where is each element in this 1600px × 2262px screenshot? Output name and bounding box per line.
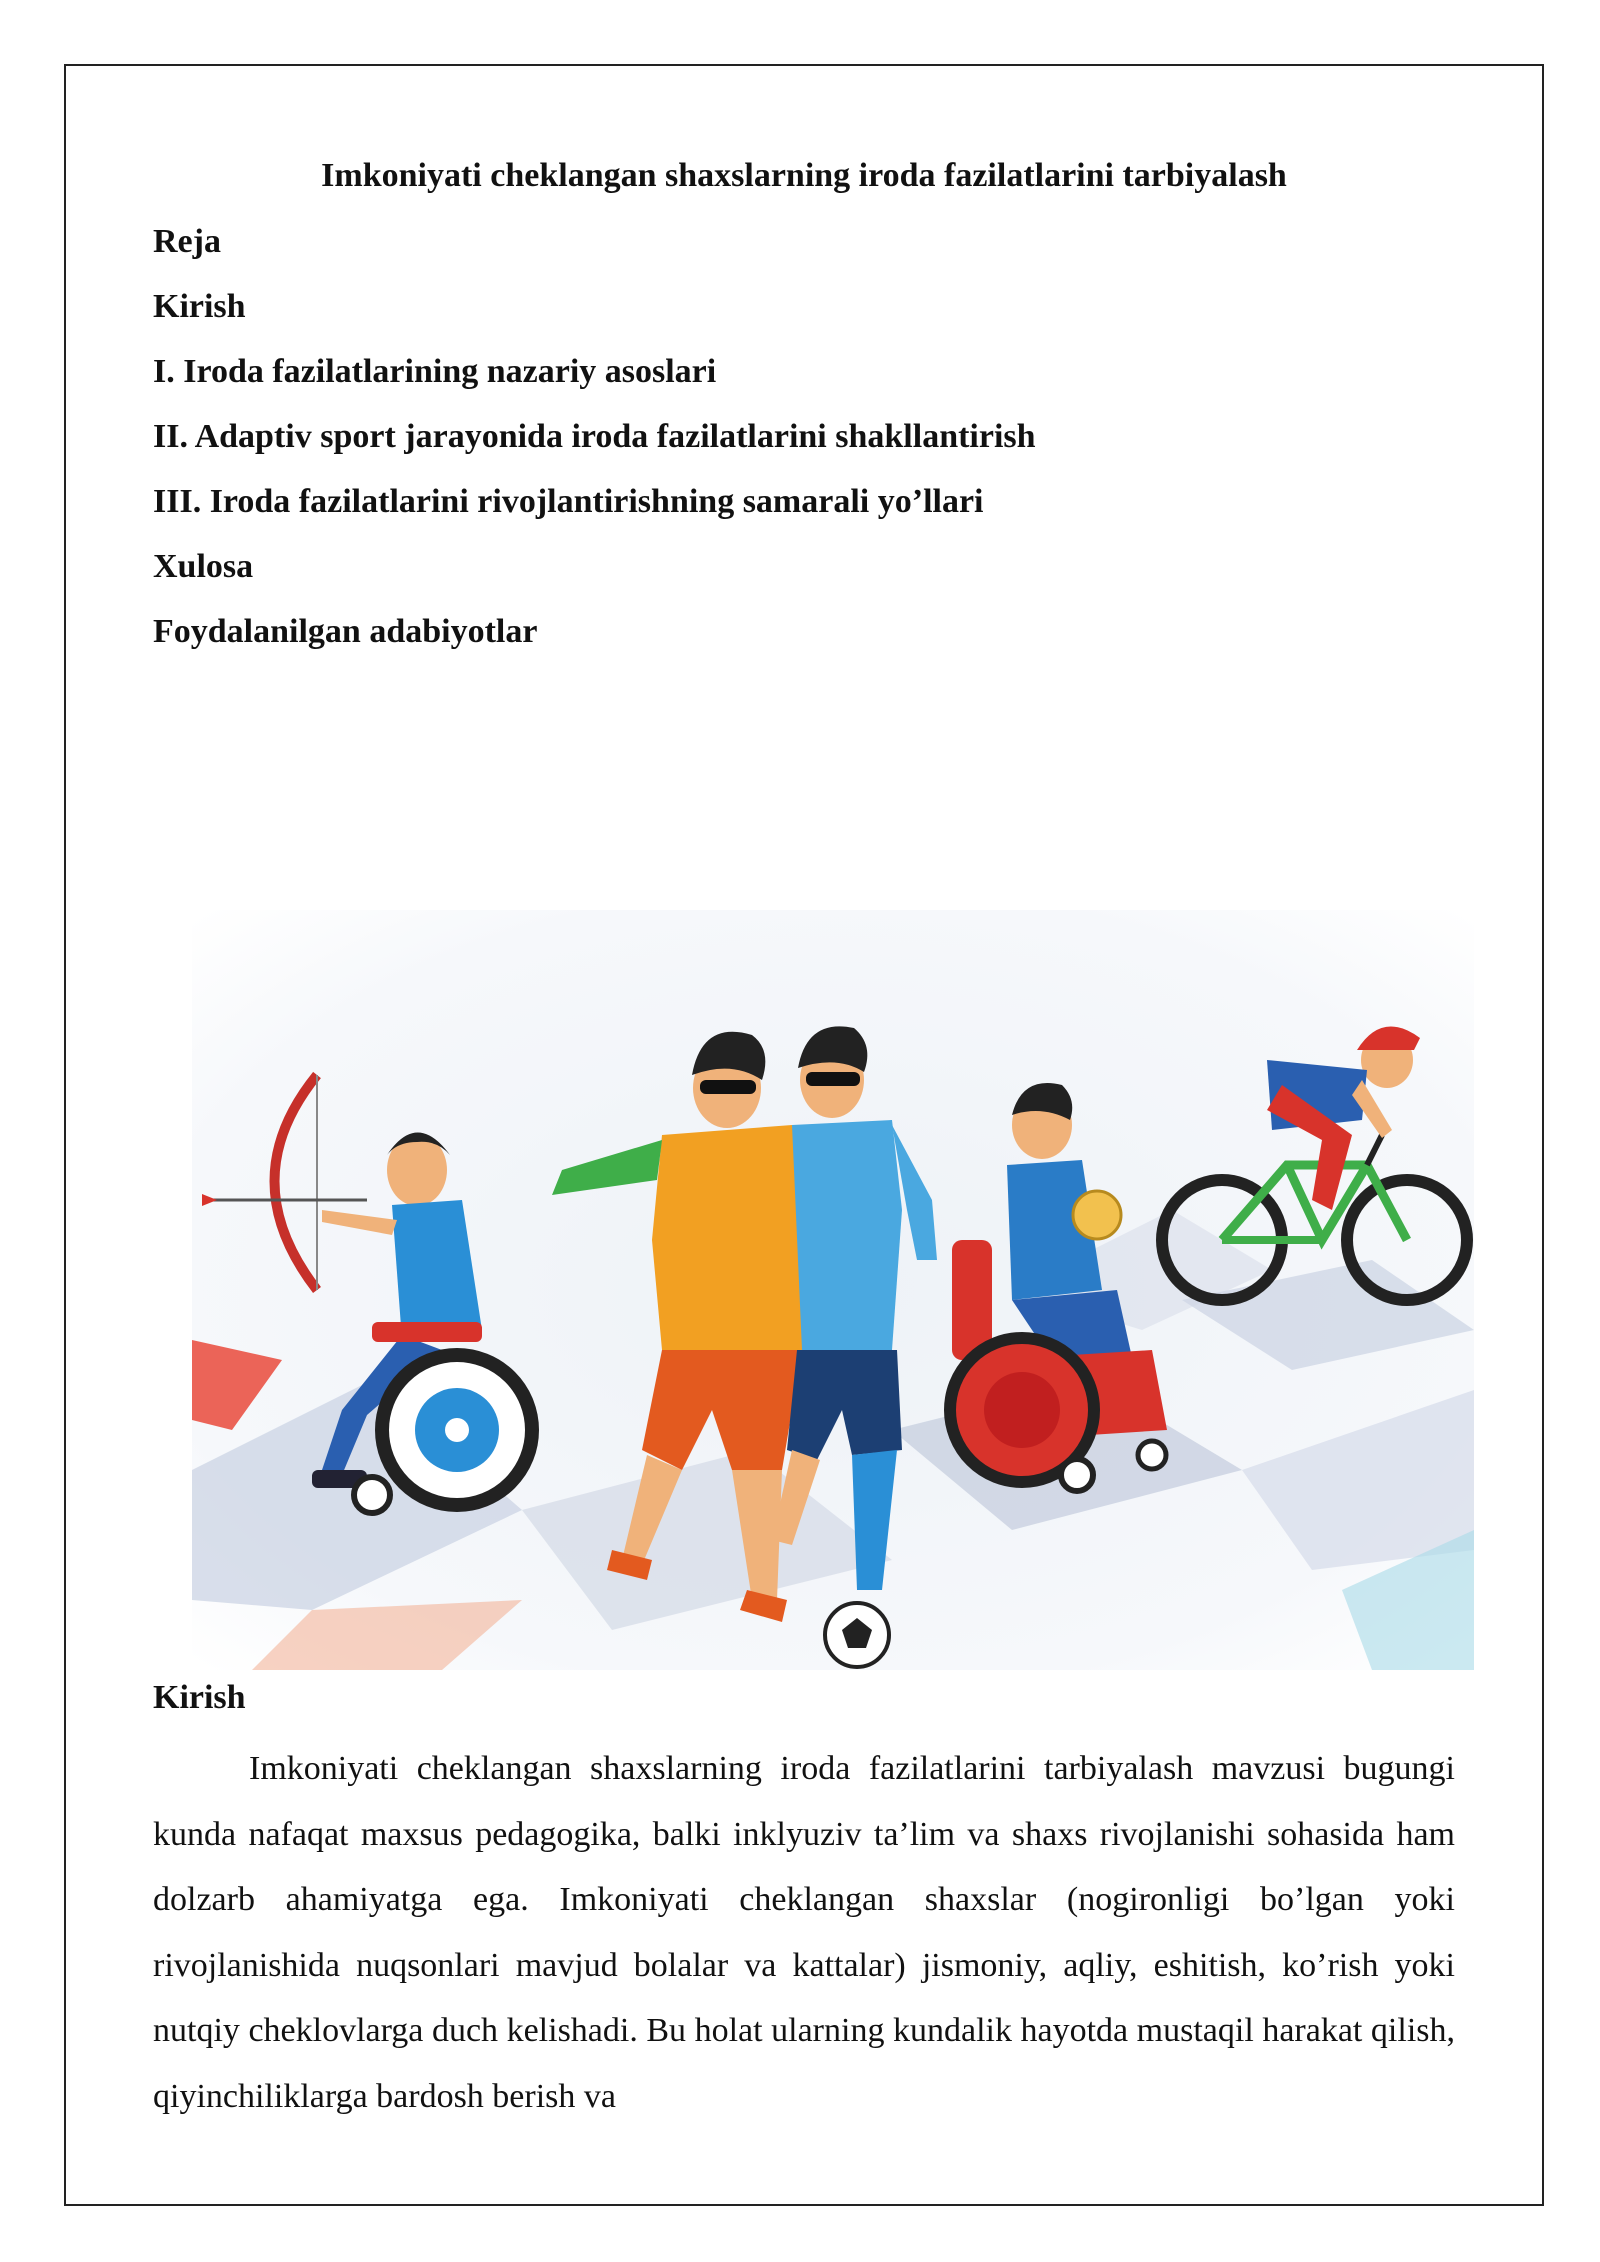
toc-item-plan: Reja: [153, 223, 221, 260]
document-title: Imkoniyati cheklangan shaxslarning iroda fazilatlarini tarbiyalash: [321, 157, 1287, 194]
toc-item-references: Foydalanilgan adabiyotlar: [153, 613, 538, 650]
adaptive-sports-illustration: [192, 910, 1474, 1670]
document-body: [153, 150, 1455, 671]
toc-item-conclusion: Xulosa: [153, 548, 254, 585]
toc-item-chapter-1: I. Iroda fazilatlarining nazariy asoslari: [153, 353, 717, 390]
table-of-contents: [153, 216, 1455, 658]
toc-item-chapter-3: III. Iroda fazilatlarini rivojlantirishning samarali yo’llari: [153, 483, 984, 520]
toc-item-introduction: Kirish: [153, 288, 246, 325]
toc-item-chapter-2: II. Adaptiv sport jarayonida iroda fazilatlarini shakllantirish: [153, 418, 1036, 455]
introduction-paragraph: Imkoniyati cheklangan shaxslarning iroda fazilatlarini tarbiyalash mavzusi bugungi kunda nafaqat maxsus pedagogika, balki inklyuziv ta’lim va shaxs rivojlanishi sohasida ham dolzarb ahamiyatga ega. Imkoniyati cheklangan shaxslar (nogironligi bo’lgan yoki rivojlanishida nuqsonlari mavjud bolalar va kattalar) jismoniy, aqliy, eshitish, ko’rish yoki nutqiy cheklovlarga duch kelishadi. Bu holat ularning kundalik hayotda mustaqil harakat qilish, qiyinchiliklarga bardosh berish va: [153, 1750, 1455, 2115]
section-heading-introduction: Kirish: [153, 1679, 246, 1716]
